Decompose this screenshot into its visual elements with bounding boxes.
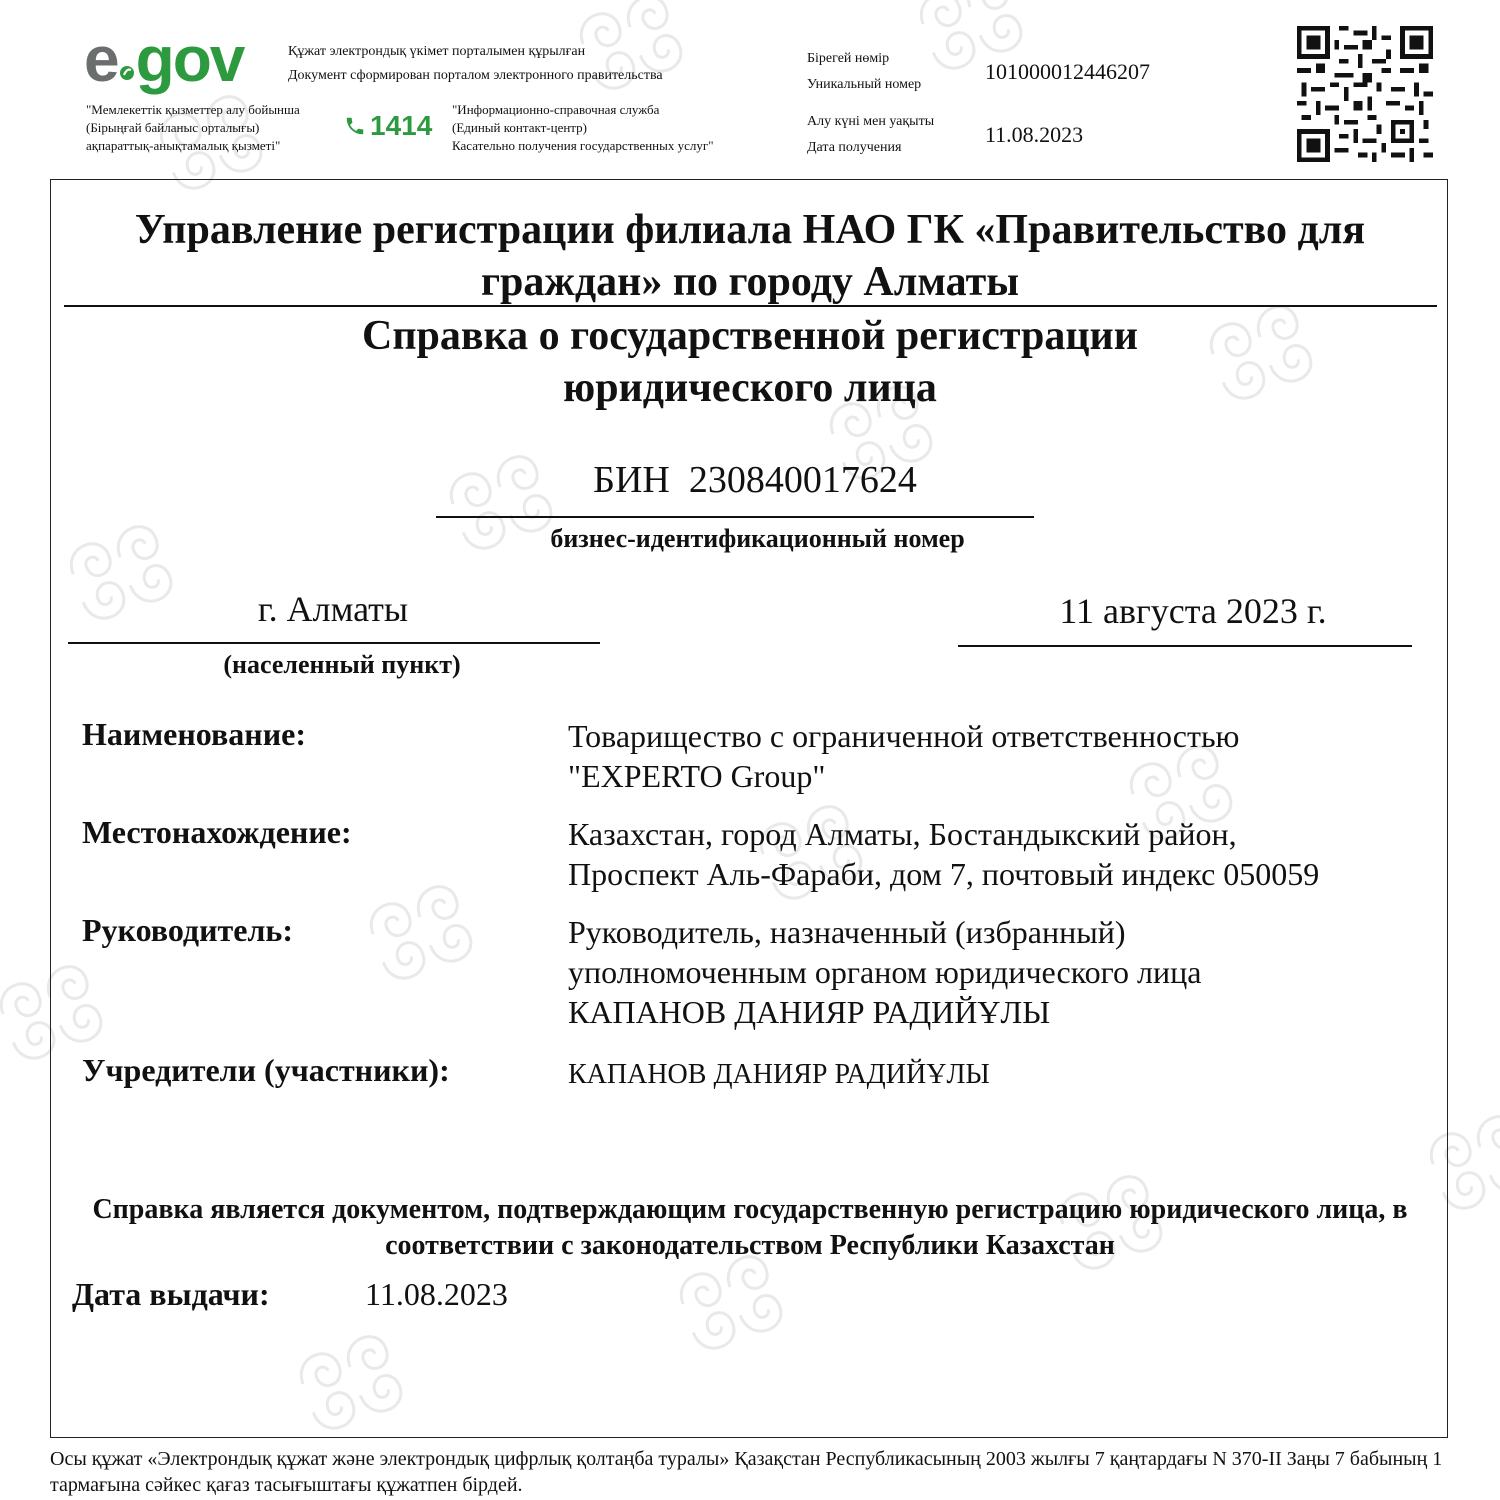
document-title: [200, 310, 1300, 414]
date-received-value: 11.08.2023: [985, 122, 1084, 147]
contact-ru-line: (Единый контакт-центр): [452, 120, 587, 135]
field-line: Проспект Аль-Фараби, дом 7, почтовый индекс 050059: [568, 856, 1320, 892]
city-underline: [68, 642, 600, 644]
field-line: Руководитель, назначенный (избранный): [568, 914, 1126, 950]
footer-legal-text: Осы құжат «Электрондық құжат және электрондық цифрлық қолтаңба туралы» Қазақстан Республикасының 2003 жылғы 7 қаңтардағы N 370-II Заңы 7 бабының 1 тармағына сәйкес қағаз тасығыштағы құжатпен бірдей.: [50, 1448, 1443, 1496]
unique-number-label-ru: Уникальный номер: [807, 77, 922, 92]
phone-icon: [344, 115, 366, 137]
bin-label: БИН: [593, 459, 670, 501]
document-date: 11 августа 2023 г.: [1059, 591, 1327, 631]
bin-underline: [436, 516, 1034, 518]
city-caption: (населенный пункт): [223, 650, 461, 679]
organization-title: Управление регистрации филиала НАО ГК «Правительство для граждан» по городу Алматы: [134, 207, 1366, 305]
document-title-line: Справка о государственной регистрации: [362, 313, 1138, 359]
date-underline: [958, 645, 1412, 647]
contact-info-ru: [452, 101, 714, 155]
name-label: Наименование:: [82, 716, 306, 752]
contact-info-kz: [86, 101, 300, 155]
portal-notice: [288, 42, 663, 86]
legal-note: Справка является документом, подтверждающим государственную регистрацию юридического лица, в соответствии с законодательством Республики Казахстан: [92, 1194, 1408, 1261]
field-line: Казахстан, город Алматы, Бостандыкский район,: [568, 816, 1237, 852]
location-value: [568, 814, 1319, 894]
portal-line-kz: Құжат электрондық үкімет порталымен құрылған: [288, 44, 586, 59]
issue-date-label: Дата выдачи:: [72, 1276, 270, 1312]
founders-label: Учредители (участники):: [82, 1052, 450, 1088]
field-line: "EXPERTO Group": [568, 758, 826, 794]
director-value: [568, 912, 1201, 1032]
field-line: Товарищество с ограниченной ответственностью: [568, 718, 1240, 754]
bin-caption: бизнес-идентификационный номер: [550, 524, 965, 553]
document-title-line: юридического лица: [563, 365, 937, 411]
bin-value: 230840017624: [688, 459, 917, 501]
contact-kz-line: ақпараттық-анықтамалық қызметі": [86, 138, 281, 153]
field-line: уполномоченным органом юридического лица: [568, 954, 1202, 990]
leaf-icon: [119, 65, 135, 81]
field-line: КАПАНОВ ДАНИЯР РАДИЙҰЛЫ: [568, 994, 1051, 1030]
date-received-label: [807, 109, 934, 161]
field-line: КАПАНОВ ДАНИЯР РАДИЙҰЛЫ: [568, 1059, 990, 1090]
contact-ru-line: "Информационно-справочная служба: [452, 102, 660, 117]
issue-date-value: 11.08.2023: [365, 1276, 508, 1312]
contact-kz-line: (Бірыңғай байланыс орталығы): [86, 120, 260, 135]
contact-ru-line: Касательно получения государственных услуг": [452, 138, 714, 153]
name-value: [568, 716, 1239, 796]
date-label-ru: Дата получения: [807, 140, 902, 155]
unique-number-label: [807, 46, 921, 98]
contact-phone[interactable]: [344, 110, 432, 142]
founders-value: [568, 1055, 990, 1095]
bin-line: [430, 458, 1080, 502]
divider: [64, 305, 1437, 307]
egov-logo: e gov: [84, 23, 244, 95]
city: г. Алматы: [257, 589, 409, 629]
unique-number-label-kz: Бірегей нөмір: [807, 51, 890, 66]
director-label: Руководитель:: [82, 912, 293, 948]
portal-line-ru: Документ сформирован порталом электронного правительства: [288, 68, 663, 83]
phone-number: 1414: [370, 110, 433, 141]
location-label: Местонахождение:: [82, 814, 352, 850]
unique-number-value: 101000012446207: [985, 59, 1150, 84]
date-label-kz: Алу күні мен уақыты: [807, 114, 935, 129]
qr-code-icon[interactable]: [1297, 26, 1433, 162]
contact-kz-line: "Мемлекеттік қызметтер алу бойынша: [86, 102, 300, 117]
